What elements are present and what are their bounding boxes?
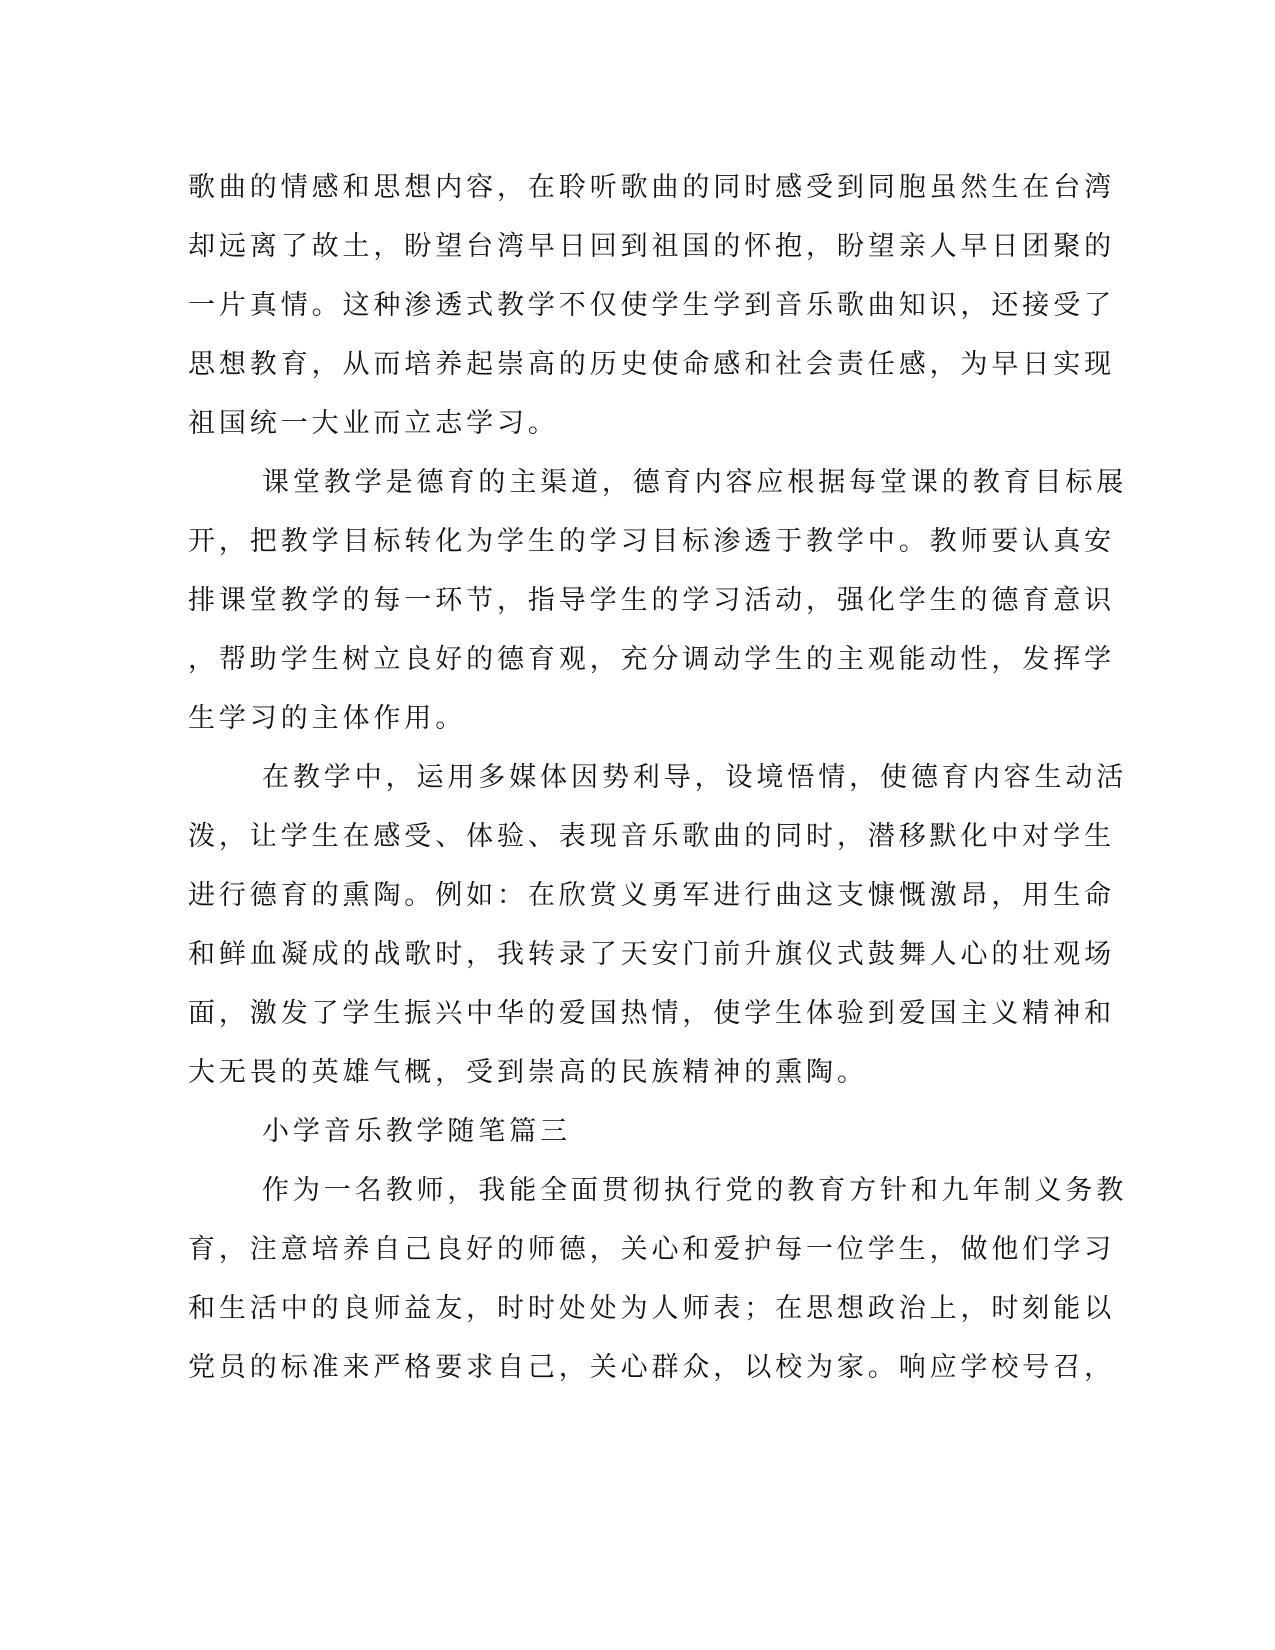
text-line: 开，把教学目标转化为学生的学习目标渗透于教学中。教师要认真安 xyxy=(188,526,1115,557)
text-line: 面，激发了学生振兴中华的爱国热情，使学生体验到爱国主义精神和 xyxy=(188,998,1115,1029)
text-line: 和生活中的良师益友，时时处处为人师表；在思想政治上，时刻能以 xyxy=(188,1293,1115,1324)
text-line: 和鲜血凝成的战歌时，我转录了天安门前升旗仪式鼓舞人心的壮观场 xyxy=(188,939,1115,970)
text-line: 生学习的主体作用。 xyxy=(188,703,467,734)
text-line: 却远离了故土，盼望台湾早日回到祖国的怀抱，盼望亲人早日团聚的 xyxy=(188,231,1115,262)
text-line: 歌曲的情感和思想内容，在聆听歌曲的同时感受到同胞虽然生在台湾 xyxy=(188,172,1115,203)
document-body xyxy=(188,158,1128,1397)
text-line: 在教学中，运用多媒体因势利导，设境悟情，使德育内容生动活 xyxy=(262,762,1128,793)
text-line: 思想教育，从而培养起崇高的历史使命感和社会责任感，为早日实现 xyxy=(188,349,1115,380)
paragraph-multimedia xyxy=(188,748,1128,1102)
paragraph-teacher xyxy=(188,1161,1128,1397)
heading-text: 小学音乐教学随笔篇三 xyxy=(262,1116,571,1147)
text-line: 祖国统一大业而立志学习。 xyxy=(188,408,559,439)
paragraph-classroom-teaching xyxy=(188,453,1128,748)
text-line: 大无畏的英雄气概，受到崇高的民族精神的熏陶。 xyxy=(188,1057,868,1088)
text-line: 课堂教学是德育的主渠道，德育内容应根据每堂课的教育目标展 xyxy=(262,467,1128,498)
text-line: 排课堂教学的每一环节，指导学生的学习活动，强化学生的德育意识 xyxy=(188,585,1115,616)
text-line: 泼，让学生在感受、体验、表现音乐歌曲的同时，潜移默化中对学生 xyxy=(188,821,1115,852)
paragraph-continuation xyxy=(188,158,1115,453)
section-heading xyxy=(188,1102,1080,1161)
text-line: 作为一名教师，我能全面贯彻执行党的教育方针和九年制义务教 xyxy=(262,1175,1128,1206)
text-line: 育，注意培养自己良好的师德，关心和爱护每一位学生，做他们学习 xyxy=(188,1234,1115,1265)
text-line: ，帮助学生树立良好的德育观，充分调动学生的主观能动性，发挥学 xyxy=(188,644,1115,675)
text-line: 党员的标准来严格要求自己，关心群众，以校为家。响应学校号召， xyxy=(188,1352,1115,1383)
text-line: 一片真情。这种渗透式教学不仅使学生学到音乐歌曲知识，还接受了 xyxy=(188,290,1115,321)
text-line: 进行德育的熏陶。例如：在欣赏义勇军进行曲这支慷慨激昂，用生命 xyxy=(188,880,1115,911)
